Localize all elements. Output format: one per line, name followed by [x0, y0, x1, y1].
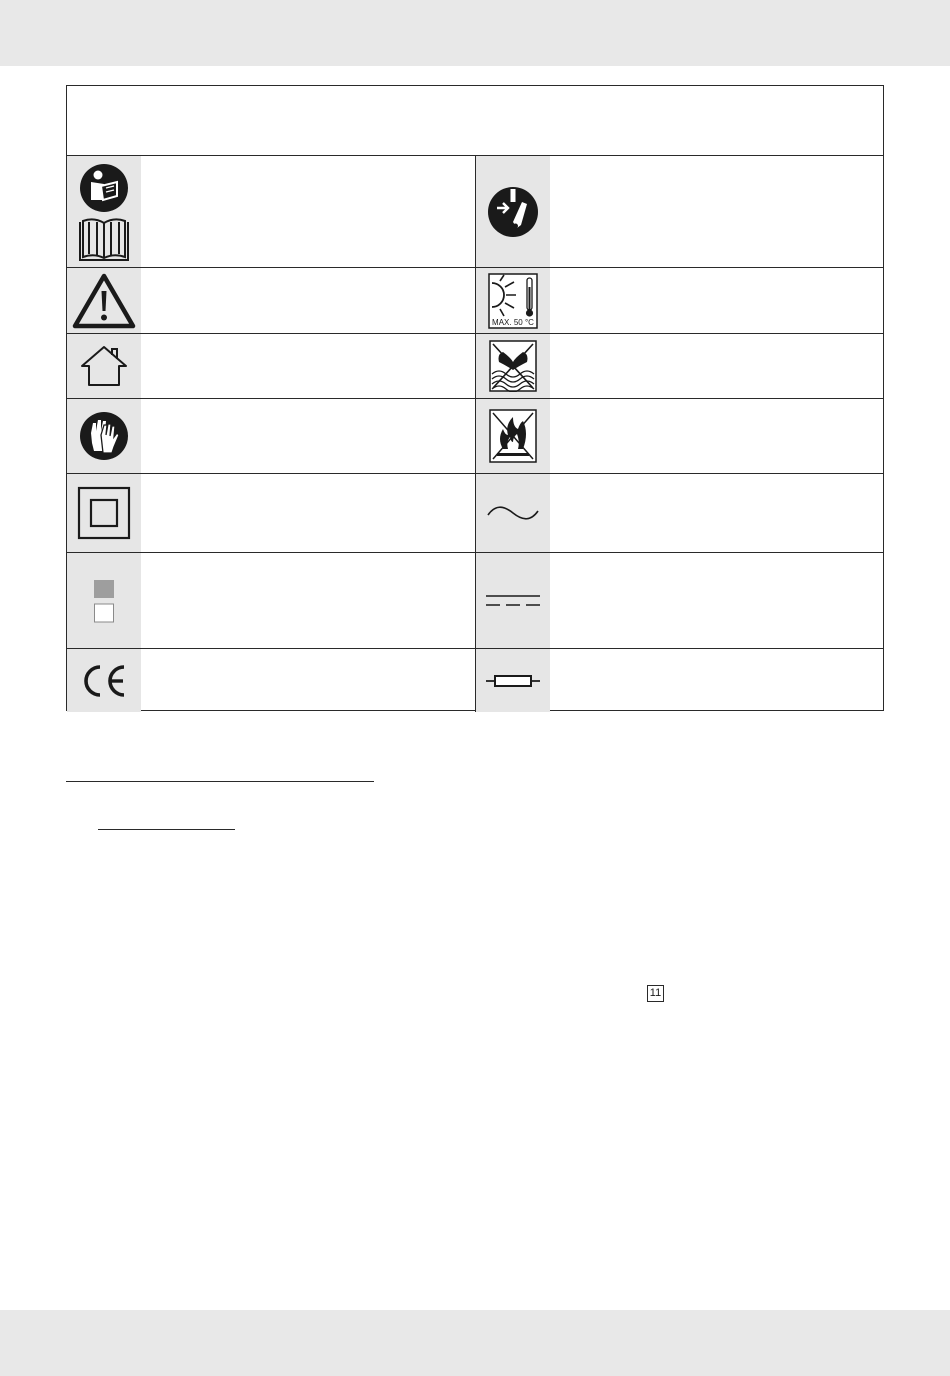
- symbol-description: [550, 553, 885, 648]
- read-manual-icon: [77, 160, 131, 264]
- section-heading-underline: [66, 781, 374, 782]
- symbol-description: [550, 474, 885, 552]
- wear-gloves-icon: [79, 411, 129, 461]
- symbol-description: [141, 268, 475, 333]
- symbol-description: [141, 474, 475, 552]
- icon-cell: [67, 553, 141, 648]
- reference-number-box: 11: [647, 985, 664, 1002]
- symbol-description: [141, 399, 475, 473]
- warning-triangle-icon: [72, 273, 136, 329]
- heat-sunlight-thermometer-icon: [488, 273, 538, 329]
- icon-cell: [476, 553, 550, 648]
- disconnect-plug-icon: [487, 186, 539, 238]
- header-band: [0, 0, 950, 66]
- icon-cell: [476, 156, 550, 267]
- icon-cell: [67, 334, 141, 398]
- symbol-description: [550, 156, 885, 267]
- symbol-description: [550, 268, 885, 333]
- flammable-fire-icon: [489, 409, 537, 463]
- alternating-current-icon: [487, 503, 539, 523]
- footer-band: [0, 1310, 950, 1376]
- table-row: [67, 268, 883, 334]
- indoor-house-icon: [79, 345, 129, 387]
- no-water-icon: [489, 340, 537, 392]
- table-row: [67, 649, 883, 712]
- symbol-description: [550, 399, 885, 473]
- table-row: [67, 156, 883, 268]
- icon-cell: [476, 649, 550, 712]
- symbol-description: [141, 649, 475, 712]
- table-row: [67, 553, 883, 649]
- subsection-heading-underline: [98, 829, 235, 830]
- icon-cell: [67, 474, 141, 552]
- symbols-table: [66, 85, 884, 711]
- table-header: [67, 86, 883, 156]
- icon-cell: [476, 334, 550, 398]
- polarity-squares-icon: [92, 578, 116, 624]
- symbol-description: [550, 649, 885, 712]
- symbol-description: [141, 156, 475, 267]
- ce-mark-icon: [80, 664, 128, 698]
- table-row: [67, 334, 883, 399]
- table-row: [67, 399, 883, 474]
- fuse-icon: [485, 673, 541, 689]
- protection-class-ii-icon: [77, 486, 131, 540]
- symbol-description: [141, 334, 475, 398]
- icon-cell: [67, 156, 141, 267]
- icon-cell: [476, 399, 550, 473]
- symbol-description: [141, 553, 475, 648]
- icon-cell: [476, 474, 550, 552]
- symbol-description: [550, 334, 885, 398]
- table-row: [67, 474, 883, 553]
- icon-cell: [67, 649, 141, 712]
- direct-current-icon: [485, 594, 541, 608]
- max-temperature-label: MAX. 50 °C: [492, 317, 534, 327]
- icon-cell: [476, 268, 550, 333]
- icon-cell: [67, 268, 141, 333]
- icon-cell: [67, 399, 141, 473]
